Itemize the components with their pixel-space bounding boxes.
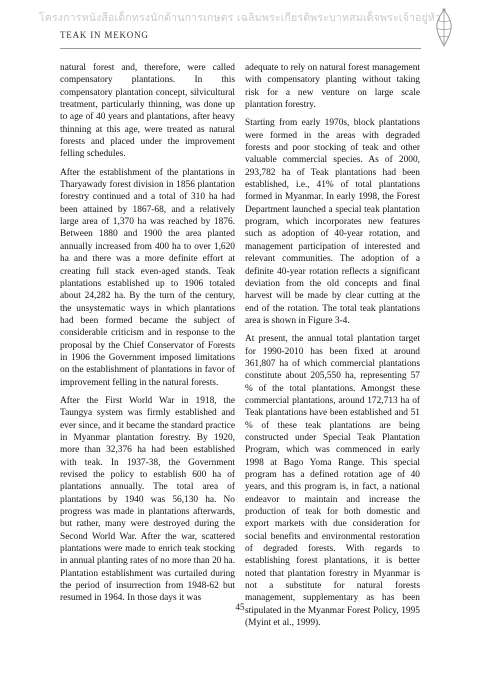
paragraph: adequate to rely on natural forest management with compensatory planting without taking risk for a new venture on large scale plantation forestry. [245,63,420,111]
thai-series-header: โครงการหนังสือเด็กทรงนักด้านการเกษตร เฉลิมพระเกียรติพระบาทสมเด็จพระเจ้าอยู่หัว [38,12,442,24]
royal-emblem-logo [430,6,458,50]
header-rule [60,48,421,49]
paragraph: After the establishment of the plantations in Tharyawady forest division in 1856 plantation forestry continued and a total of 310 ha had been attained by 1867-68, and a relatively large area of 1,370 ha was reached by 1876. Between 1880 and 1900 the area planted annually increased from 400 ha to over 1,620 ha and there was a more definite effort at creating full stack even-aged stands. Teak plantations established up to 1906 totaled about 24,282 ha. By the turn of the century, the unsystematic ways in which plantations had been formed became the subject of considerable criticism and in response to the proposal by the Chief Conservator of Forests in 1906 the Government imposed limitations on the establishment of plantations in favor of improvement felling in the natural forests. [60,167,235,388]
paragraph: At present, the annual total plantation target for 1990-2010 has been fixed at around 361,807 ha of which commercial plantations constitute about 205,550 ha, representing 57 % of the total plantations. Amongst these commercial plantations, around 172,713 ha of Teak plantations have been established and 51 % of these teak plantations are being constructed under Special Teak Plantation Program, which was commenced in early 1998 at Bago Yoma Range. This special program has a defined rotation age of 40 years, and this program is, in fact, a national endeavor to maintain and increase the production of teak for both domestic and export markets with due consideration for social benefits and environmental restoration of degraded forests. With regards to establishing forest plantations, it is better noted that plantation forestry in Myanmar is not a substitute for natural forests management, supplementary as has been stipulated in the Myanmar Forest Policy, 1995 (Myint et al., 1999). [245,334,420,629]
paragraph: natural forest and, therefore, were called compensatory plantations. In this compensatory plantation concept, silvicultural treatment, particularly thinning, was done up to age of 40 years and plantations, after heavy thinning at this age, were treated as natural forests and placed under the improvement felling schedules. [60,63,235,160]
left-column [60,62,235,611]
page-number: 45 [235,602,245,612]
paragraph: After the First World War in 1918, the Taungya system was firmly established and ever since, and it became the standard practice in Myanmar plantation forestry. By 1920, more than 32,376 ha had been established with teak. In 1937-38, the Government revised the policy to establish 600 ha of plantations annually. The total area of plantations by 1940 was 56,130 ha. No progress was made in plantations afterwards, but rather, many were destroyed during the Second World War. After the war, scattered plantations were made to enrich teak stocking in annual planting rates of no more than 20 ha. Plantation establishment was curtailed during the period of insurrection from 1948-62 but resumed in 1964. In those days it was [60,395,235,604]
paragraph: Starting from early 1970s, block plantations were formed in the areas with degraded forests and poor stocking of teak and other valuable commercial species. As of 2000, 293,782 ha of Teak plantations had been established, i.e., 41% of total plantations formed in Myanmar. In early 1998, the Forest Department launched a special teak plantation program, which incorporates new features such as adoption of 40-year rotation, and management participation of interested and relevant communities. The adoption of a definite 40-year rotation reflects a significant deviation from the old concepts and final harvest will be made by clear cutting at the end of the rotation. The total teak plantations area is shown in Figure 3-4. [245,118,420,326]
right-column [245,62,420,635]
running-title: TEAK IN MEKONG [60,30,149,40]
